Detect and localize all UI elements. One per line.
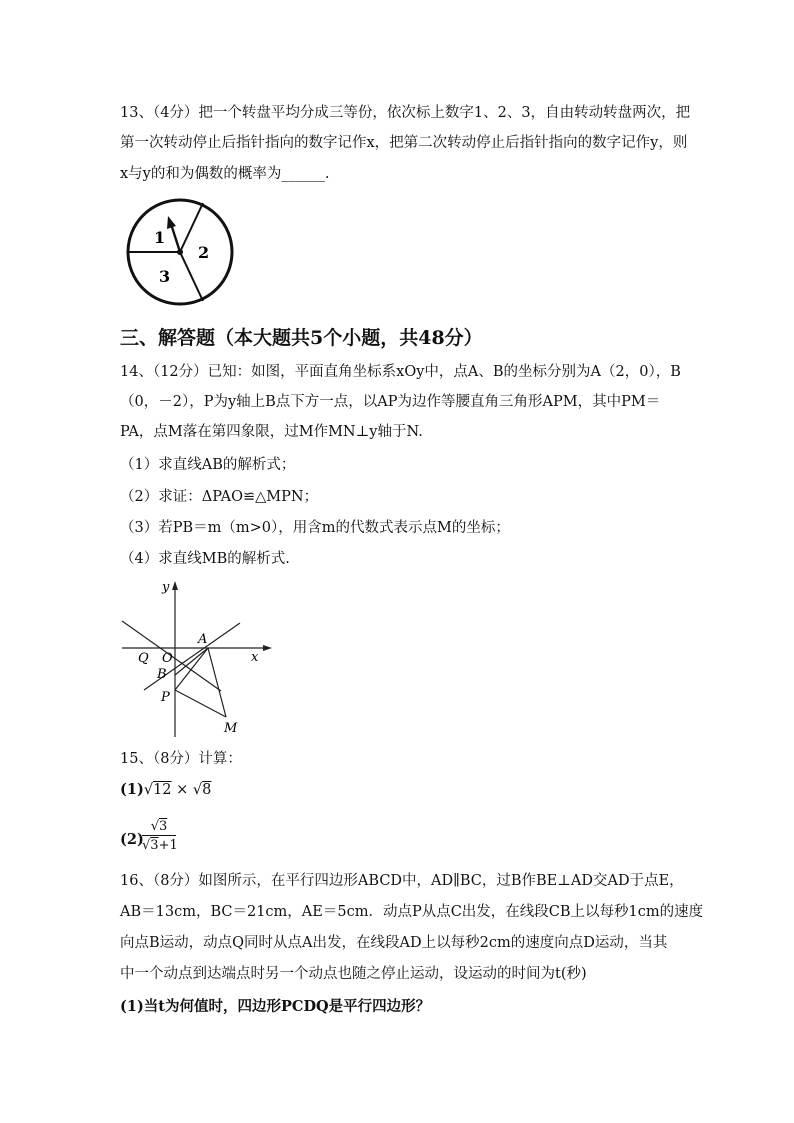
- q16-line-2: AB＝13cm，BC＝21cm，AE＝5cm．动点P从点C出发，在线段CB上以每秒1cm的速度: [120, 904, 704, 920]
- y-axis-arrow: [172, 581, 178, 590]
- fraction-numerator: √3: [142, 818, 176, 836]
- point-o-label: O: [162, 651, 173, 666]
- q16-line-3: 向点B运动，动点Q同时从点A出发，在线段AD上以每秒2cm的速度向点D运动，当其: [120, 935, 668, 951]
- q15-part-1: (1)√12 × √8: [120, 781, 212, 798]
- point-b-label: B: [157, 667, 167, 682]
- fraction-denominator: √3+1: [142, 838, 178, 853]
- sector-label-3: 3: [159, 267, 171, 286]
- q14-sub-4: （4）求直线MB的解析式.: [120, 551, 290, 567]
- x-axis-arrow: [263, 645, 272, 651]
- point-a-label: A: [198, 632, 208, 647]
- point-p-label: P: [161, 690, 170, 705]
- part-2-prefix: (2): [120, 831, 144, 848]
- y-axis-label: y: [162, 580, 170, 595]
- point-q-label: Q: [138, 651, 149, 666]
- segment-pm: [175, 690, 226, 717]
- q15-line: 15、（8分）计算：: [120, 751, 242, 767]
- q13-line-2: 第一次转动停止后指针指向的数字记作x，把第二次转动停止后指针指向的数字记作y，则: [120, 135, 688, 151]
- spinner-pointer: [171, 224, 180, 252]
- q13-line-1: 13、（4分）把一个转盘平均分成三等份，依次标上数字1、2、3，自由转动转盘两次，把: [120, 105, 691, 121]
- sector-label-2: 2: [198, 243, 210, 262]
- q14-line-1: 14、（12分）已知：如图，平面直角坐标系xOy中，点A、B的坐标分别为A（2，0），B: [120, 364, 681, 380]
- segment-am: [208, 648, 226, 717]
- q16-line-1: 16、（8分）如图所示，在平行四边形ABCD中，AD∥BC，过B作BE⊥AD交AD于点E，: [120, 873, 684, 889]
- q14-sub-1: （1）求直线AB的解析式；: [120, 457, 296, 473]
- spinner-center: [177, 249, 183, 255]
- coordinate-figure: [116, 575, 276, 740]
- x-axis-label: x: [251, 650, 259, 665]
- q14-line-3: PA，点M落在第四象限，过M作MN⊥y轴于N.: [120, 424, 423, 440]
- q16-line-4: 中一个动点到达端点时另一个动点也随之停止运动，设运动的时间为t(秒): [120, 966, 587, 982]
- q16-sub-1: (1)当t为何值时，四边形PCDQ是平行四边形？: [120, 998, 431, 1015]
- sector-label-1: 1: [154, 228, 166, 247]
- pointer-arrowhead: [167, 216, 176, 229]
- radicand-b: 8: [202, 782, 212, 798]
- q14-sub-2: （2）求证：ΔPAO≌△MPN；: [120, 489, 319, 505]
- radicand-a: 12: [153, 782, 172, 798]
- times-sign: ×: [176, 782, 189, 798]
- spinner-figure: [124, 196, 236, 308]
- q14-sub-3: （3）若PB＝m（m>0），用含m的代数式表示点M的坐标；: [120, 520, 510, 536]
- point-m-label: M: [224, 721, 238, 736]
- q14-line-2: （0，－2），P为y轴上B点下方一点，以AP为边作等腰直角三角形APM，其中PM＝: [120, 394, 661, 410]
- q13-line-3: x与y的和为偶数的概率为______.: [120, 166, 330, 182]
- part-1-prefix: (1): [120, 781, 144, 798]
- segment-ap: [175, 648, 208, 690]
- section-heading: 三、解答题（本大题共5个小题，共48分）: [120, 327, 483, 349]
